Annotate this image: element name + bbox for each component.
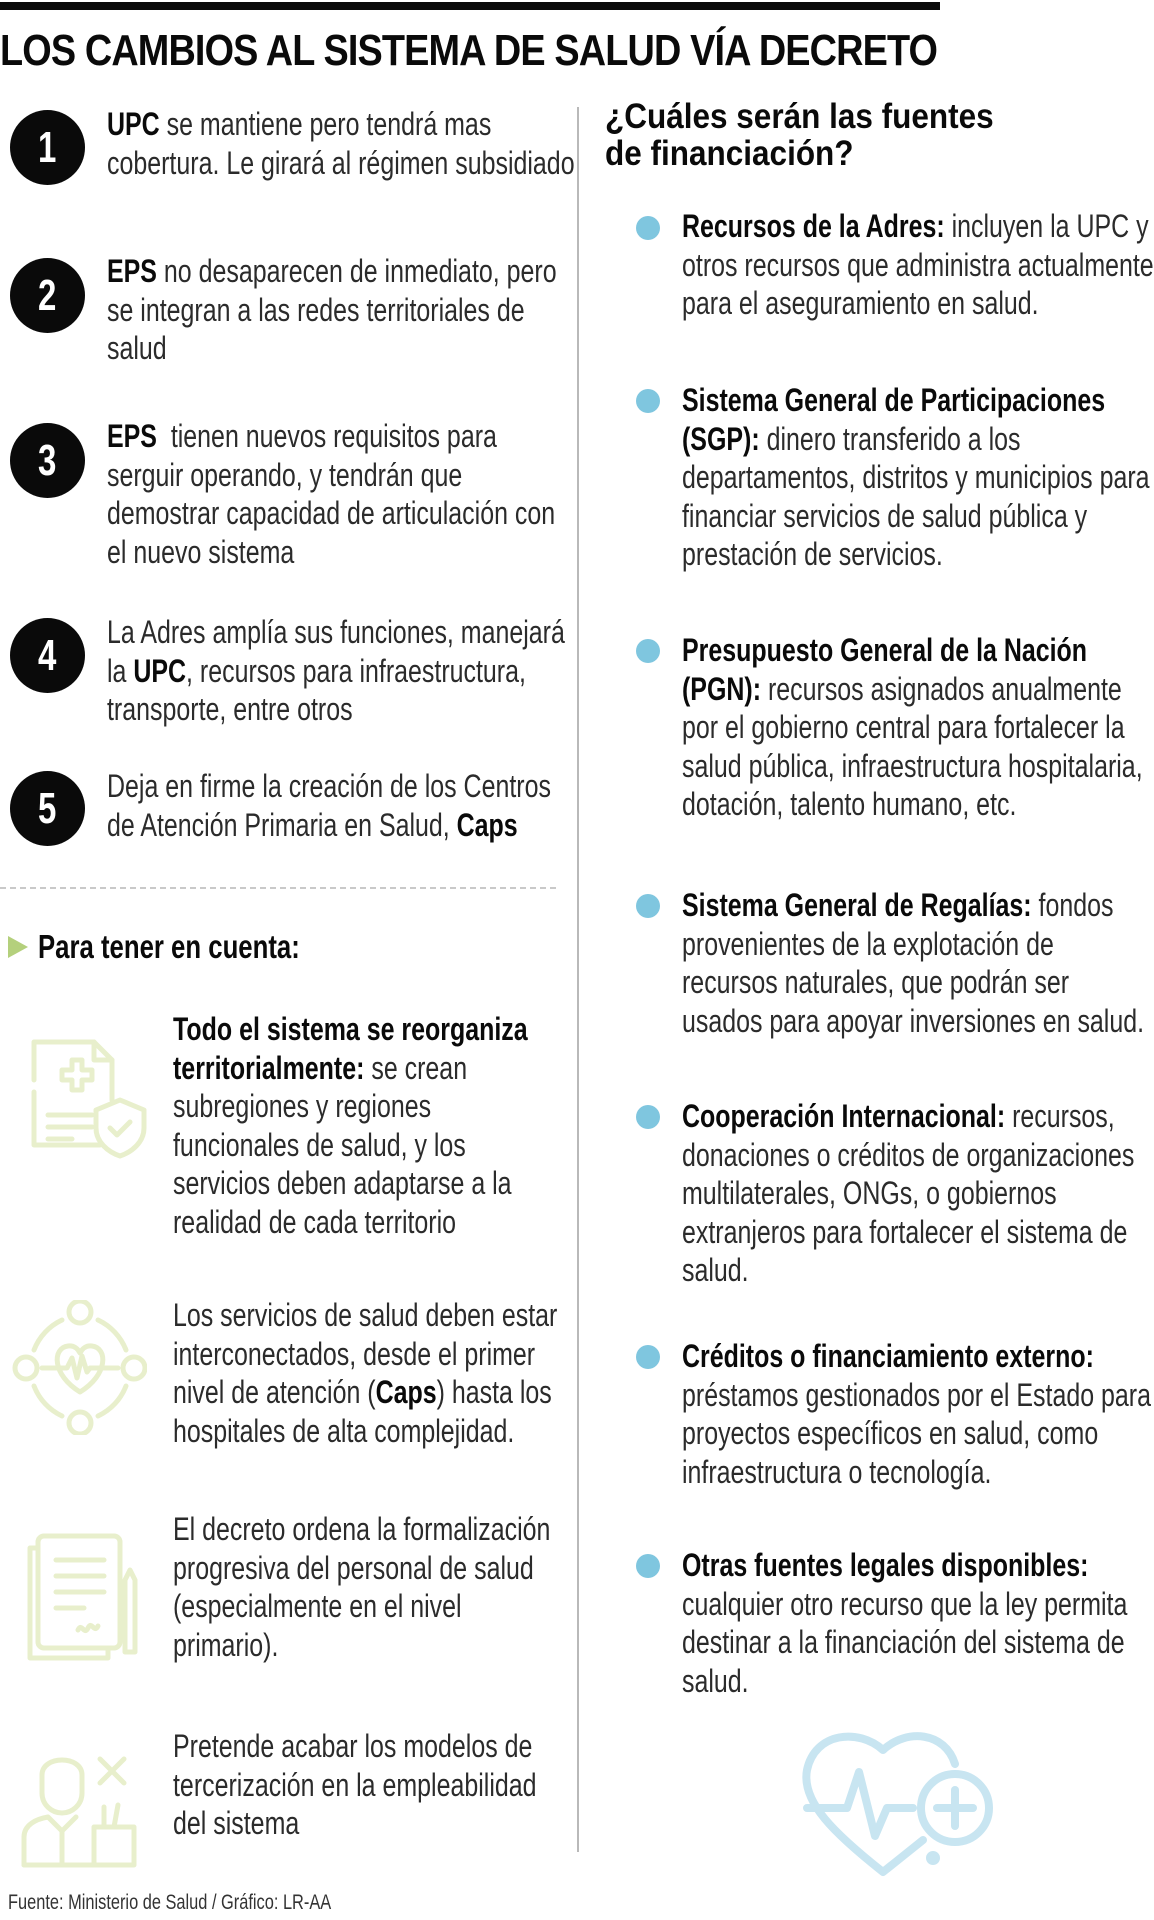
bullet-icon [636, 639, 660, 663]
number-badge-3: 3 [10, 423, 85, 498]
tip-item-1: Todo el sistema se reorganiza territorialmente: se crean subregiones y regiones funcionales de salud, y los servicios deben adaptarse a la realidad de cada territorio [173, 1011, 528, 1240]
tip-item-4: Pretende acabar los modelos de tercerización en la empleabilidad del sistema [173, 1728, 537, 1841]
page-title: LOS CAMBIOS AL SISTEMA DE SALUD VÍA DECRETO [0, 26, 938, 75]
financing-heading: ¿Cuáles serán las fuentes de financiación? [605, 97, 994, 173]
number-badge-5: 5 [10, 771, 85, 846]
numbered-item-3: EPS tienen nuevos requisitos para serguir operando, y tendrán que demostrar capacidad de articulación con el nuevo sistema [107, 418, 563, 570]
financing-item-pgn: Presupuesto General de la Nación (PGN): recursos asignados anualmente por el gobierno central para fortalecer la salud pública, infraestructura hospitalaria, dotación, talento humano, etc. [682, 632, 1143, 822]
financing-item-otras: Otras fuentes legales disponibles: cualquier otro recurso que la ley permita destinar a la financiación del sistema de salud. [682, 1547, 1128, 1699]
bullet-icon [636, 1554, 660, 1578]
bullet-icon [636, 389, 660, 413]
source-footer: Fuente: Ministerio de Salud / Gráfico: LR-AA [8, 1891, 332, 1914]
bullet-icon [636, 1345, 660, 1369]
bullet-icon [636, 1105, 660, 1129]
financing-item-cooperacion: Cooperación Internacional: recursos, donaciones o créditos de organizaciones multilaterales, ONGs, o gobiernos extranjeros para fortalecer el sistema de salud. [682, 1098, 1135, 1288]
worker-rejected-icon [12, 1745, 147, 1880]
numbered-item-2: EPS no desaparecen de inmediato, pero se integran a las redes territoriales de salud [107, 253, 557, 366]
financing-item-sgp: Sistema General de Participaciones (SGP): dinero transferido a los departamentos, distritos y municipios para financiar servicios de salud pública y prestación de servicios. [682, 382, 1150, 572]
tip-item-2: Los servicios de salud deben estar interconectados, desde el primer nivel de atención (Caps) hasta los hospitales de alta complejidad. [173, 1297, 558, 1449]
medical-document-shield-icon [12, 1030, 147, 1165]
financing-item-adres: Recursos de la Adres: incluyen la UPC y otros recursos que administra actualmente para el aseguramiento en salud. [682, 208, 1154, 321]
signed-contract-icon [12, 1530, 147, 1665]
numbered-item-1: UPC se mantiene pero tendrá mas cobertura. Le girará al régimen subsidiado [107, 106, 575, 181]
bullet-icon [636, 216, 660, 240]
number-badge-4: 4 [10, 618, 85, 693]
heart-pulse-plus-icon [795, 1722, 1005, 1887]
financing-item-creditos: Créditos o financiamiento externo: préstamos gestionados por el Estado para proyectos específicos en salud, como infraestructura o tecnología. [682, 1338, 1151, 1490]
tip-item-3: El decreto ordena la formalización progresiva del personal de salud (especialmente en el nivel primario). [173, 1511, 551, 1663]
play-arrow-icon [8, 936, 28, 958]
numbered-item-4: La Adres amplía sus funciones, manejará la UPC, recursos para infraestructura, transporte, entre otros [107, 614, 565, 727]
numbered-item-5: Deja en firme la creación de los Centros de Atención Primaria en Salud, Caps [107, 768, 551, 843]
column-divider [577, 107, 579, 1852]
heart-network-icon [12, 1300, 147, 1435]
number-badge-2: 2 [10, 258, 85, 333]
top-rule [0, 2, 940, 10]
number-badge-1: 1 [10, 110, 85, 185]
bullet-icon [636, 894, 660, 918]
section-separator [0, 887, 556, 889]
financing-item-regalias: Sistema General de Regalías: fondos provenientes de la explotación de recursos naturales, que podrán ser usados para apoyar inversiones en salud. [682, 887, 1145, 1039]
tips-heading: Para tener en cuenta: [8, 928, 374, 966]
